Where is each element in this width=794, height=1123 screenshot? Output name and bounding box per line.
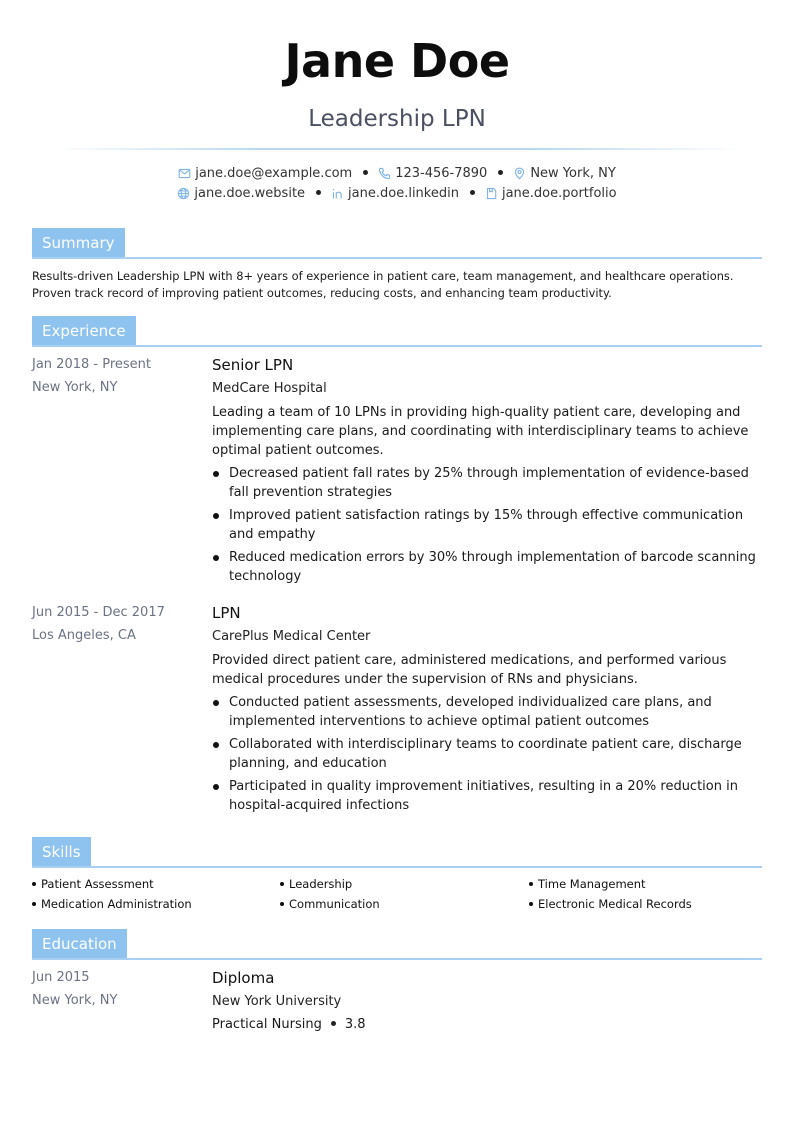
experience-description: Leading a team of 10 LPNs in providing high-quality patient care, developing and implementing care plans, and coordinating with interdisciplinary teams to achieve optimal patient outcomes.	[212, 405, 749, 458]
bullet-dot	[213, 471, 219, 477]
skill-text: Communication	[289, 897, 380, 911]
skill-item	[529, 877, 646, 891]
portfolio-icon	[485, 187, 498, 200]
section-divider	[32, 345, 762, 347]
skill-text: Leadership	[289, 877, 353, 891]
education-degree: Diploma	[212, 969, 275, 987]
education-gpa: 3.8	[344, 1017, 366, 1032]
experience-location: New York, NY	[32, 380, 118, 395]
skill-item	[32, 897, 192, 911]
contact-location-text: New York, NY	[530, 166, 616, 181]
experience-organization: CarePlus Medical Center	[212, 629, 371, 644]
section-divider	[32, 257, 762, 259]
bullet-dot	[32, 902, 36, 906]
experience-heading: Experience	[32, 316, 136, 346]
experience-date: Jan 2018 - Present	[32, 357, 151, 372]
experience-role: LPN	[212, 604, 241, 622]
skill-text: Patient Assessment	[41, 877, 154, 891]
candidate-title: Leadership LPN	[308, 106, 486, 132]
separator-dot	[331, 1021, 336, 1026]
separator-dot	[316, 190, 321, 195]
experience-bullet	[212, 548, 762, 586]
candidate-name: Jane Doe	[284, 34, 510, 88]
education-location: New York, NY	[32, 993, 118, 1008]
skill-item	[280, 897, 380, 911]
experience-date: Jun 2015 - Dec 2017	[32, 605, 165, 620]
education-body	[212, 970, 762, 1032]
separator-dot	[363, 170, 368, 175]
section-divider	[32, 958, 762, 960]
education-school: New York University	[212, 994, 342, 1009]
bullet-text: Reduced medication errors by 30% through implementation of barcode scanning technology	[229, 550, 756, 584]
experience-bullet	[212, 506, 762, 544]
contact-website-text: jane.doe.website	[194, 186, 306, 201]
experience-body	[212, 357, 762, 590]
education-field: Practical Nursing	[212, 1017, 322, 1032]
contact-phone-text: 123-456-7890	[395, 166, 488, 181]
bullet-text: Conducted patient assessments, developed individualized care plans, and implemented interventions to achieve optimal patient outcomes	[229, 695, 712, 729]
experience-organization: MedCare Hospital	[212, 381, 327, 396]
summary-section-header	[32, 228, 762, 260]
bullet-dot	[280, 882, 284, 886]
skill-text: Time Management	[538, 877, 646, 891]
bullet-dot	[529, 902, 533, 906]
skills-grid	[32, 877, 762, 917]
contact-row-links	[0, 186, 794, 201]
summary-heading: Summary	[32, 228, 125, 258]
linkedin-icon	[331, 187, 344, 200]
experience-section-header	[32, 316, 762, 348]
header-divider	[52, 148, 742, 150]
skill-text: Electronic Medical Records	[538, 897, 692, 911]
experience-description: Provided direct patient care, administered medications, and performed various medical procedures under the supervision of RNs and physicians.	[212, 653, 727, 687]
contact-linkedin-text: jane.doe.linkedin	[348, 186, 459, 201]
education-section-header	[32, 929, 762, 961]
bullet-dot	[32, 882, 36, 886]
bullet-text: Improved patient satisfaction ratings by 15% through effective communication and empathy	[229, 508, 744, 542]
education-date: Jun 2015	[32, 970, 90, 985]
experience-bullet	[212, 693, 762, 731]
bullet-text: Participated in quality improvement initiatives, resulting in a 20% reduction in hospital-acquired infections	[229, 779, 738, 813]
skills-section-header	[32, 837, 762, 869]
separator-dot	[470, 190, 475, 195]
experience-bullet	[212, 777, 762, 815]
skill-item	[529, 897, 692, 911]
skills-heading: Skills	[32, 837, 91, 867]
mail-icon	[178, 167, 191, 180]
globe-icon	[177, 187, 190, 200]
bullet-dot	[213, 513, 219, 519]
experience-location: Los Angeles, CA	[32, 628, 136, 643]
skill-text: Medication Administration	[41, 897, 192, 911]
bullet-dot	[280, 902, 284, 906]
education-heading: Education	[32, 929, 127, 959]
bullet-dot	[529, 882, 533, 886]
summary-text: Results-driven Leadership LPN with 8+ years of experience in patient care, team management, and healthcare operations. Proven track record of improving patient outcomes, reducing costs, and enhancing team productivity.	[32, 269, 734, 300]
bullet-dot	[213, 700, 219, 706]
experience-bullets	[212, 464, 762, 586]
contact-phone[interactable]	[378, 166, 487, 181]
separator-dot	[498, 170, 503, 175]
contact-website[interactable]	[177, 186, 305, 201]
experience-bullet	[212, 464, 762, 502]
bullet-text: Decreased patient fall rates by 25% through implementation of evidence-based fall prevention strategies	[229, 466, 749, 500]
contact-portfolio-text: jane.doe.portfolio	[501, 186, 617, 201]
bullet-dot	[213, 784, 219, 790]
experience-bullet	[212, 735, 762, 773]
bullet-dot	[213, 742, 219, 748]
experience-role: Senior LPN	[212, 356, 294, 374]
section-divider	[32, 866, 762, 868]
contact-location	[513, 166, 615, 181]
contact-row-primary	[0, 166, 794, 181]
location-pin-icon	[513, 167, 526, 180]
bullet-text: Collaborated with interdisciplinary teams to coordinate patient care, discharge planning, and education	[229, 737, 742, 771]
education-meta	[212, 1017, 762, 1032]
experience-bullets	[212, 693, 762, 815]
contact-email-text: jane.doe@example.com	[195, 166, 353, 181]
contact-portfolio[interactable]	[485, 186, 617, 201]
contact-email[interactable]	[178, 166, 352, 181]
skill-item	[32, 877, 154, 891]
contact-linkedin[interactable]	[331, 186, 459, 201]
bullet-dot	[213, 555, 219, 561]
experience-body	[212, 605, 762, 819]
phone-icon	[378, 167, 391, 180]
skill-item	[280, 877, 352, 891]
